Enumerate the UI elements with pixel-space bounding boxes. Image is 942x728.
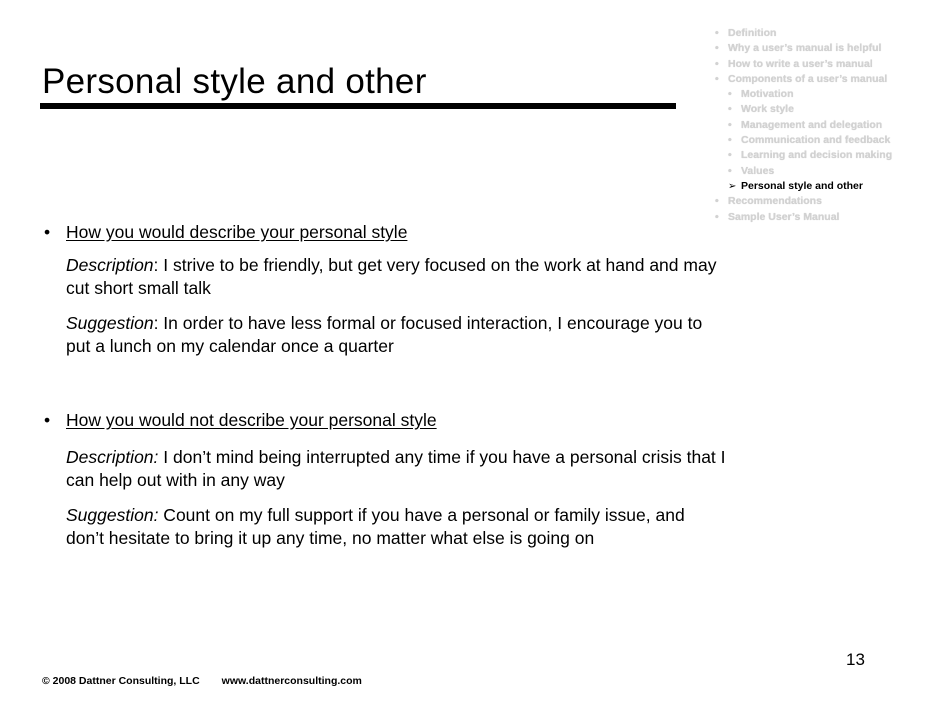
nav-item-why-helpful bbox=[715, 41, 937, 56]
nav-item-label: Motivation bbox=[741, 88, 794, 101]
arrow-right-icon: ➢ bbox=[728, 180, 737, 192]
nav-item-label: Learning and decision making bbox=[741, 149, 893, 162]
description-label: Description: bbox=[66, 447, 159, 467]
bullet-dot-icon: • bbox=[728, 118, 732, 131]
agenda-nav bbox=[715, 26, 937, 225]
nav-item-components bbox=[715, 72, 937, 87]
suggestion-paragraph bbox=[66, 312, 726, 358]
nav-item-how-to-write bbox=[715, 57, 937, 72]
slide-title: Personal style and other bbox=[42, 62, 427, 101]
nav-item-recommendations bbox=[715, 194, 937, 209]
suggestion-label: Suggestion: bbox=[66, 505, 159, 525]
description-text: I don’t mind being interrupted any time if you have a personal crisis that I can help out with in any way bbox=[66, 447, 726, 490]
nav-item-values bbox=[715, 164, 937, 179]
nav-item-label: Why a user’s manual is helpful bbox=[728, 42, 882, 55]
suggestion-paragraph bbox=[66, 504, 726, 550]
bullet-dot-icon: • bbox=[715, 57, 719, 70]
nav-item-label: Personal style and other bbox=[741, 179, 863, 192]
footer bbox=[42, 675, 362, 687]
suggestion-label: Suggestion bbox=[66, 313, 154, 333]
nav-item-sample-manual bbox=[715, 210, 937, 225]
description-paragraph bbox=[66, 446, 726, 492]
bullet-dot-icon: • bbox=[728, 134, 732, 147]
nav-item-work-style bbox=[715, 102, 937, 117]
nav-item-label: Work style bbox=[741, 103, 794, 116]
bullet-dot-icon: • bbox=[715, 72, 719, 85]
bullet-dot-icon: • bbox=[728, 88, 732, 101]
bullet-dot-icon: • bbox=[44, 222, 51, 242]
nav-item-definition bbox=[715, 26, 937, 41]
bullet-dot-icon: • bbox=[715, 27, 719, 39]
nav-item-label: Components of a user’s manual bbox=[728, 72, 888, 85]
nav-item-label: Management and delegation bbox=[741, 118, 883, 131]
footer-url: www.dattnerconsulting.com bbox=[221, 675, 362, 687]
footer-copyright: © 2008 Dattner Consulting, LLC bbox=[42, 675, 200, 687]
section-heading bbox=[44, 220, 407, 244]
section-heading-text: How you would not describe your personal style bbox=[66, 410, 437, 430]
description-text: : I strive to be friendly, but get very focused on the work at hand and may cut short small talk bbox=[66, 255, 717, 298]
title-underline-rule bbox=[40, 103, 676, 109]
bullet-dot-icon: • bbox=[715, 42, 719, 55]
bullet-dot-icon: • bbox=[728, 164, 732, 177]
nav-item-learning bbox=[715, 148, 937, 163]
description-paragraph bbox=[66, 254, 726, 300]
page-number: 13 bbox=[846, 650, 865, 669]
nav-item-communication bbox=[715, 133, 937, 148]
nav-item-label: How to write a user’s manual bbox=[728, 57, 873, 70]
bullet-dot-icon: • bbox=[715, 210, 719, 223]
bullet-dot-icon: • bbox=[728, 103, 732, 116]
nav-item-label: Definition bbox=[728, 27, 777, 39]
nav-item-personal-style bbox=[715, 179, 937, 194]
nav-item-label: Recommendations bbox=[728, 195, 822, 208]
description-label: Description bbox=[66, 255, 154, 275]
nav-item-label: Sample User’s Manual bbox=[728, 210, 840, 223]
nav-item-management bbox=[715, 118, 937, 133]
nav-item-label: Values bbox=[741, 164, 775, 177]
suggestion-text: : In order to have less formal or focused interaction, I encourage you to put a lunch on my calendar once a quarter bbox=[66, 313, 703, 356]
bullet-dot-icon: • bbox=[715, 195, 719, 208]
section-heading-text: How you would describe your personal style bbox=[66, 222, 408, 242]
bullet-dot-icon: • bbox=[44, 410, 51, 430]
nav-item-motivation bbox=[715, 87, 937, 102]
bullet-dot-icon: • bbox=[728, 149, 732, 162]
suggestion-text: Count on my full support if you have a personal or family issue, and don’t hesitate to bring it up any time, no matter what else is going on bbox=[66, 505, 685, 548]
section-heading bbox=[44, 408, 437, 432]
nav-item-label: Communication and feedback bbox=[741, 134, 891, 147]
